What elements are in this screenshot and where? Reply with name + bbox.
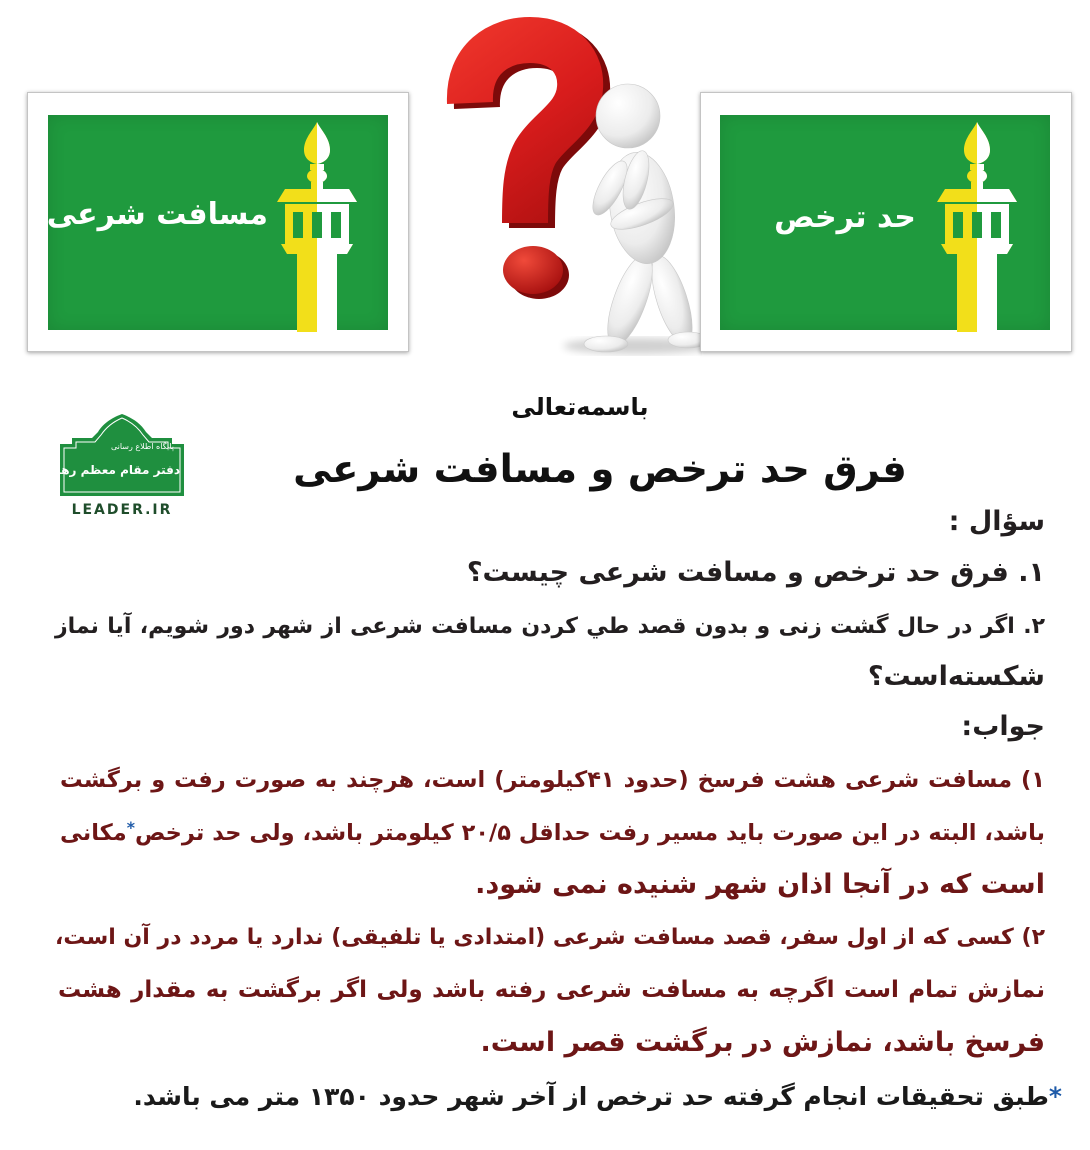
answer-line: فرسخ باشد، نمازش در برگشت قصر است.	[480, 1027, 1045, 1058]
page-title: فرق حد ترخص و مسافت شرعی	[293, 447, 907, 492]
minaret-icon	[935, 122, 1019, 332]
panel-label: مسافت شرعی	[46, 197, 268, 232]
bismillah-heading: باسمه‌تعالی	[511, 393, 649, 421]
logo-site-name: LEADER.IR	[71, 502, 173, 518]
question-mark-icon	[470, 40, 587, 299]
question-heading: سؤال :	[948, 506, 1045, 537]
logo-name: دفتر مقام معظم رهبری	[37, 463, 180, 477]
panel-masafat-sharei	[27, 92, 409, 352]
question-line: ۲. اگر در حال گشت زنی و بدون قصد طي كردن مسافت شرعی از شهر دور شویم، آیا نماز	[55, 614, 1045, 639]
panel-green-background	[48, 115, 388, 330]
question-line: شکسته‌است؟	[867, 661, 1045, 692]
answer-line: است که در آنجا اذان شهر شنیده نمی شود.	[475, 869, 1045, 900]
thinking-figure-icon	[584, 84, 702, 352]
answer-line	[60, 813, 1045, 853]
footnote-marker: *	[126, 817, 135, 837]
logo-subtitle: پایگاه اطلاع رسانی	[110, 442, 174, 451]
panel-label: حد ترخص	[774, 200, 916, 235]
answer-line: ۱) مسافت شرعی هشت فرسخ (حدود ۴۱کیلومتر) است، هرچند به صورت رفت و برگشت	[60, 767, 1045, 793]
answer-heading: جواب:	[961, 711, 1045, 742]
footnote-marker: *	[1048, 1082, 1062, 1111]
mosque-dome-logo-icon	[37, 414, 186, 498]
minaret-icon	[275, 122, 359, 332]
answer-line-text: مکانی	[60, 820, 127, 846]
footnote-text: طبق تحقیقات انجام گرفته حد ترخص از آخر شهر حدود ۱۳۵۰ متر می باشد.	[133, 1082, 1049, 1111]
answer-line: ۲) کسی که از اول سفر، قصد مسافت شرعی (امتدادی یا تلفیقی) ندارد یا مردد در آن است،	[55, 925, 1045, 950]
footnote	[60, 1077, 1062, 1117]
question-mark-illustration	[430, 8, 702, 358]
answer-line: نمازش تمام است اگرچه به مسافت شرعی رفته باشد ولی اگر برگشت به مقدار هشت	[58, 977, 1045, 1003]
panel-had-tarakhos	[700, 92, 1072, 352]
panel-green-background	[720, 115, 1050, 330]
question-line: ۱. فرق حد ترخص و مسافت شرعی چیست؟	[466, 557, 1045, 588]
answer-line-text: باشد، البته در این صورت باید مسیر رفت حداقل ۲۰/۵ کیلومتر باشد، ولی حد ترخص	[134, 820, 1045, 846]
